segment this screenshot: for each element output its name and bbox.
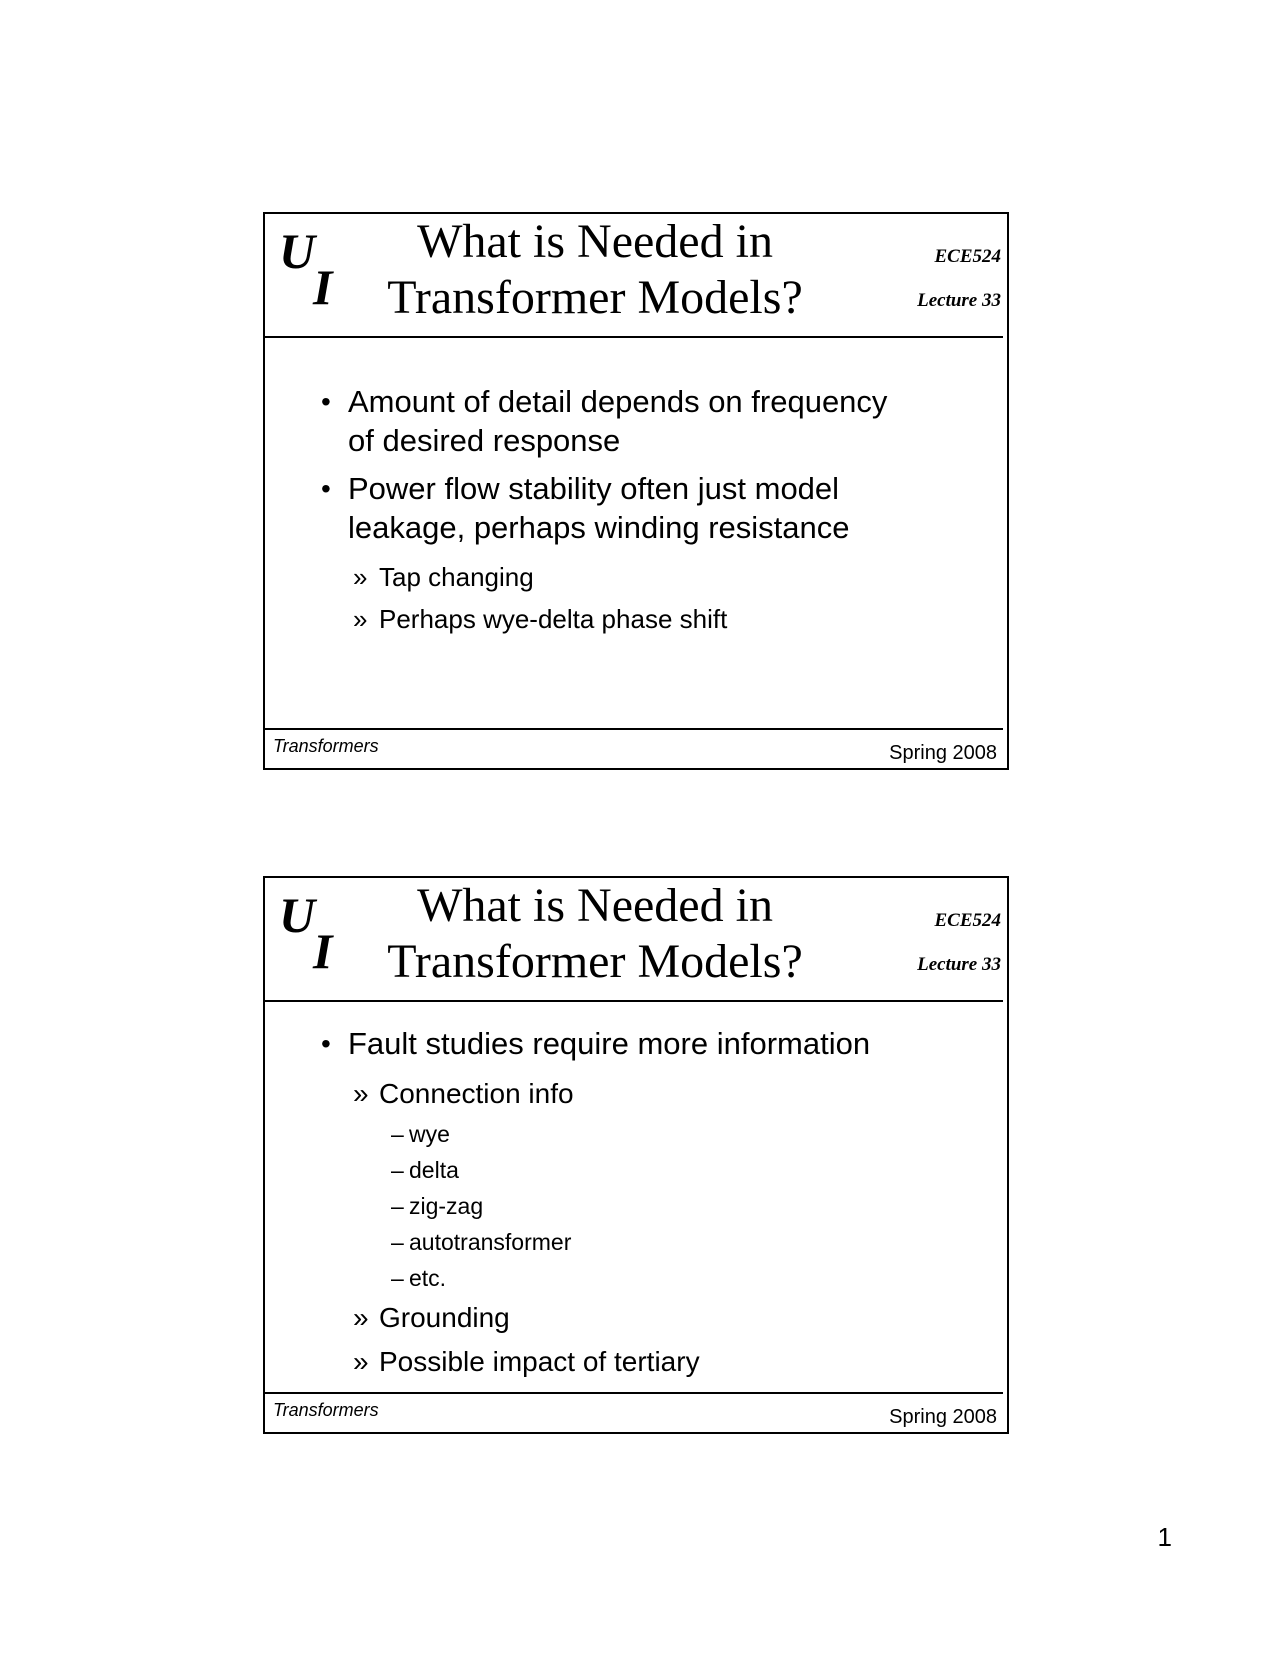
header-divider — [265, 1000, 1003, 1002]
sub-item — [321, 1072, 987, 1116]
course-code: ECE524 — [934, 246, 1001, 267]
bullet-mark: • — [321, 473, 331, 504]
slide-title — [375, 214, 815, 326]
bullet-mark: • — [321, 386, 331, 417]
slide-title — [375, 878, 815, 990]
bullet-item — [321, 382, 987, 460]
slide-2 — [263, 876, 1009, 1434]
footer-divider — [265, 728, 1003, 730]
subsub-item-text: zig-zag — [409, 1193, 484, 1219]
slide-title-line2: Transformer Models? — [387, 271, 803, 324]
ui-logo — [275, 222, 345, 315]
slide-title-line1: What is Needed in — [417, 215, 773, 268]
sub-item — [321, 1296, 987, 1340]
subsub-item-text: etc. — [409, 1265, 447, 1291]
subsub-item-text: wye — [409, 1121, 450, 1147]
bullet-text-line2: of desired response — [348, 423, 621, 458]
subsub-item-text: autotransformer — [409, 1229, 572, 1255]
footer-term: Spring 2008 — [889, 1406, 997, 1428]
sub-mark: » — [353, 1078, 369, 1109]
footer-term: Spring 2008 — [889, 742, 997, 764]
subsub-mark: – — [391, 1265, 404, 1291]
subsub-mark: – — [391, 1157, 404, 1183]
bullet-text-line1: Power flow stability often just model — [348, 471, 840, 506]
logo-letter-u: U — [279, 223, 316, 279]
subsub-item — [321, 1116, 987, 1152]
slide-content — [321, 1024, 987, 1384]
subsub-mark: – — [391, 1229, 404, 1255]
sub-item-text: Connection info — [379, 1078, 574, 1109]
course-code: ECE524 — [934, 910, 1001, 931]
bullet-item — [321, 469, 987, 547]
subsub-item-text: delta — [409, 1157, 459, 1183]
sub-item-text: Possible impact of tertiary — [379, 1346, 700, 1377]
subsub-item — [321, 1260, 987, 1296]
sub-mark: » — [353, 1346, 369, 1377]
logo-letter-i: I — [313, 923, 333, 979]
bullet-item — [321, 1024, 987, 1063]
lecture-number: Lecture 33 — [917, 954, 1001, 975]
sub-mark: » — [353, 562, 368, 592]
logo-letter-u: U — [279, 887, 316, 943]
slide-title-line2: Transformer Models? — [387, 935, 803, 988]
subsub-mark: – — [391, 1121, 404, 1147]
logo-letter-i: I — [313, 259, 333, 315]
subsub-item — [321, 1188, 987, 1224]
subsub-item — [321, 1152, 987, 1188]
footer-topic: Transformers — [273, 1400, 379, 1420]
sub-item-text: Perhaps wye-delta phase shift — [379, 604, 728, 634]
subsub-mark: – — [391, 1193, 404, 1219]
slide-1 — [263, 212, 1009, 770]
page-number: 1 — [1157, 1522, 1172, 1552]
slide-content — [321, 382, 987, 640]
footer-divider — [265, 1392, 1003, 1394]
bullet-mark: • — [321, 1028, 331, 1059]
lecture-number: Lecture 33 — [917, 290, 1001, 311]
ui-logo — [275, 886, 345, 979]
bullet-text-line1: Fault studies require more information — [348, 1026, 871, 1061]
sub-item — [321, 1340, 987, 1384]
bullet-text-line2: leakage, perhaps winding resistance — [348, 510, 850, 545]
footer-topic: Transformers — [273, 736, 379, 756]
bullet-text-line1: Amount of detail depends on frequency — [348, 384, 888, 419]
sub-mark: » — [353, 604, 368, 634]
sub-item-text: Tap changing — [379, 562, 534, 592]
sub-mark: » — [353, 1302, 369, 1333]
slide-title-line1: What is Needed in — [417, 879, 773, 932]
sub-item — [321, 598, 987, 640]
sub-item — [321, 556, 987, 598]
sub-item-text: Grounding — [379, 1302, 510, 1333]
subsub-item — [321, 1224, 987, 1260]
header-divider — [265, 336, 1003, 338]
